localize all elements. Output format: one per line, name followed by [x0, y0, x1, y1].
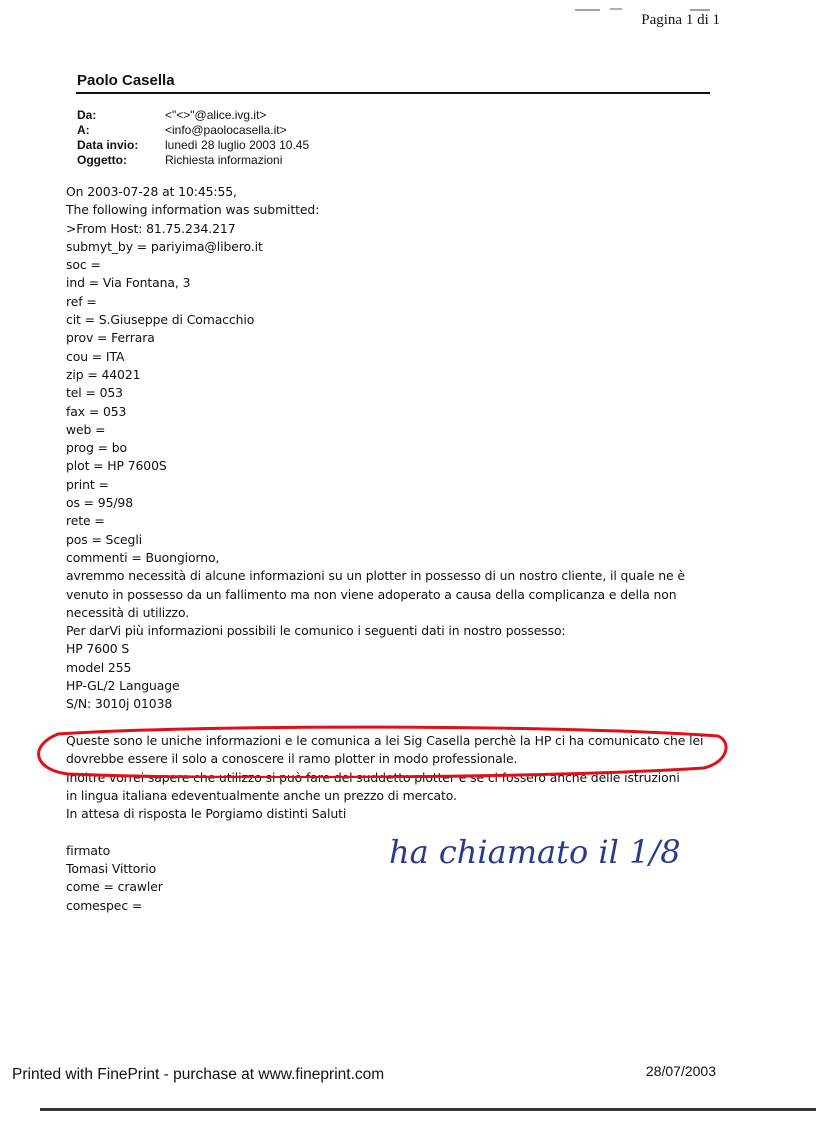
- scan-edge: [40, 1108, 816, 1111]
- message-body: [66, 183, 746, 915]
- body-line: ref =: [66, 293, 97, 309]
- body-line: prov = Ferrara: [66, 330, 155, 346]
- body-line: Tomasi Vittorio: [66, 860, 157, 876]
- body-line: tel = 053: [66, 385, 123, 401]
- header-value: <info@paolocasella.it>: [165, 123, 287, 137]
- body-line: cit = S.Giuseppe di Comacchio: [66, 312, 255, 328]
- body-line: submyt_by = pariyima@libero.it: [66, 238, 263, 254]
- body-line: commenti = Buongiorno,: [66, 549, 220, 565]
- body-line: web =: [66, 421, 106, 437]
- header-label: A:: [77, 123, 90, 137]
- body-line: Queste sono le uniche informazioni e le comunica a lei Sig Casella perchè la HP ci ha comunicato che lei: [66, 732, 704, 748]
- body-line: fax = 053: [66, 403, 127, 419]
- body-line: plot = HP 7600S: [66, 458, 167, 474]
- red-highlight-circle: [28, 722, 728, 778]
- sender-name: Paolo Casella: [77, 72, 175, 89]
- body-line: The following information was submitted:: [66, 202, 320, 218]
- handwritten-note-text: ha chiamato il 1/8: [389, 833, 681, 871]
- body-line: firmato: [66, 842, 111, 858]
- title-divider: [76, 92, 710, 94]
- body-line: In attesa di risposta le Porgiamo distinti Saluti: [66, 806, 347, 822]
- header-value: Richiesta informazioni: [165, 153, 283, 167]
- body-line: print =: [66, 476, 109, 492]
- body-line: model 255: [66, 659, 132, 675]
- body-line: HP-GL/2 Language: [66, 678, 180, 694]
- page-number: Pagina 1 di 1: [641, 12, 720, 28]
- body-line: come = crawler: [66, 879, 163, 895]
- header-value: <"<>"@alice.ivg.it>: [165, 108, 267, 122]
- body-line: pos = Scegli: [66, 531, 143, 547]
- header-value: lunedì 28 luglio 2003 10.45: [165, 138, 310, 152]
- body-line: HP 7600 S: [66, 641, 130, 657]
- body-line: Inoltre vorrei sapere che utilizzo si può fare del suddetto plotter e se ci fossero anche delle istruzioni: [66, 769, 680, 785]
- body-line: dovrebbe essere il solo a conoscere il ramo plotter in modo professionale.: [66, 751, 518, 767]
- body-line: os = 95/98: [66, 495, 134, 511]
- header-label: Data invio:: [77, 138, 139, 152]
- body-line: comespec =: [66, 897, 143, 913]
- body-line: cou = ITA: [66, 348, 125, 364]
- handwritten-note: [385, 815, 715, 885]
- print-footer: Printed with FinePrint - purchase at www.fineprint.com: [12, 1066, 385, 1083]
- header-label: Da:: [77, 108, 97, 122]
- body-line: soc =: [66, 257, 101, 273]
- body-line: avremmo necessità di alcune informazioni su un plotter in possesso di un nostro cliente, il quale ne è: [66, 568, 685, 584]
- body-line: Per darVi più informazioni possibili le comunico i seguenti dati in nostro possesso:: [66, 623, 566, 639]
- scan-smudge: [570, 0, 720, 6]
- body-line: On 2003-07-28 at 10:45:55,: [66, 184, 237, 199]
- body-line: venuto in possesso da un fallimento ma non viene adoperato a causa della complicanza e della non: [66, 586, 677, 602]
- header-label: Oggetto:: [77, 153, 127, 167]
- body-line: zip = 44021: [66, 366, 141, 382]
- body-line: ind = Via Fontana, 3: [66, 275, 191, 291]
- body-line: >From Host: 81.75.234.217: [66, 220, 236, 236]
- body-line: in lingua italiana edeventualmente anche un prezzo di mercato.: [66, 787, 457, 803]
- body-line: necessità di utilizzo.: [66, 604, 190, 620]
- body-line: rete =: [66, 513, 105, 529]
- body-line: prog = bo: [66, 440, 127, 456]
- body-line: S/N: 3010j 01038: [66, 696, 173, 712]
- print-date: 28/07/2003: [645, 1063, 716, 1079]
